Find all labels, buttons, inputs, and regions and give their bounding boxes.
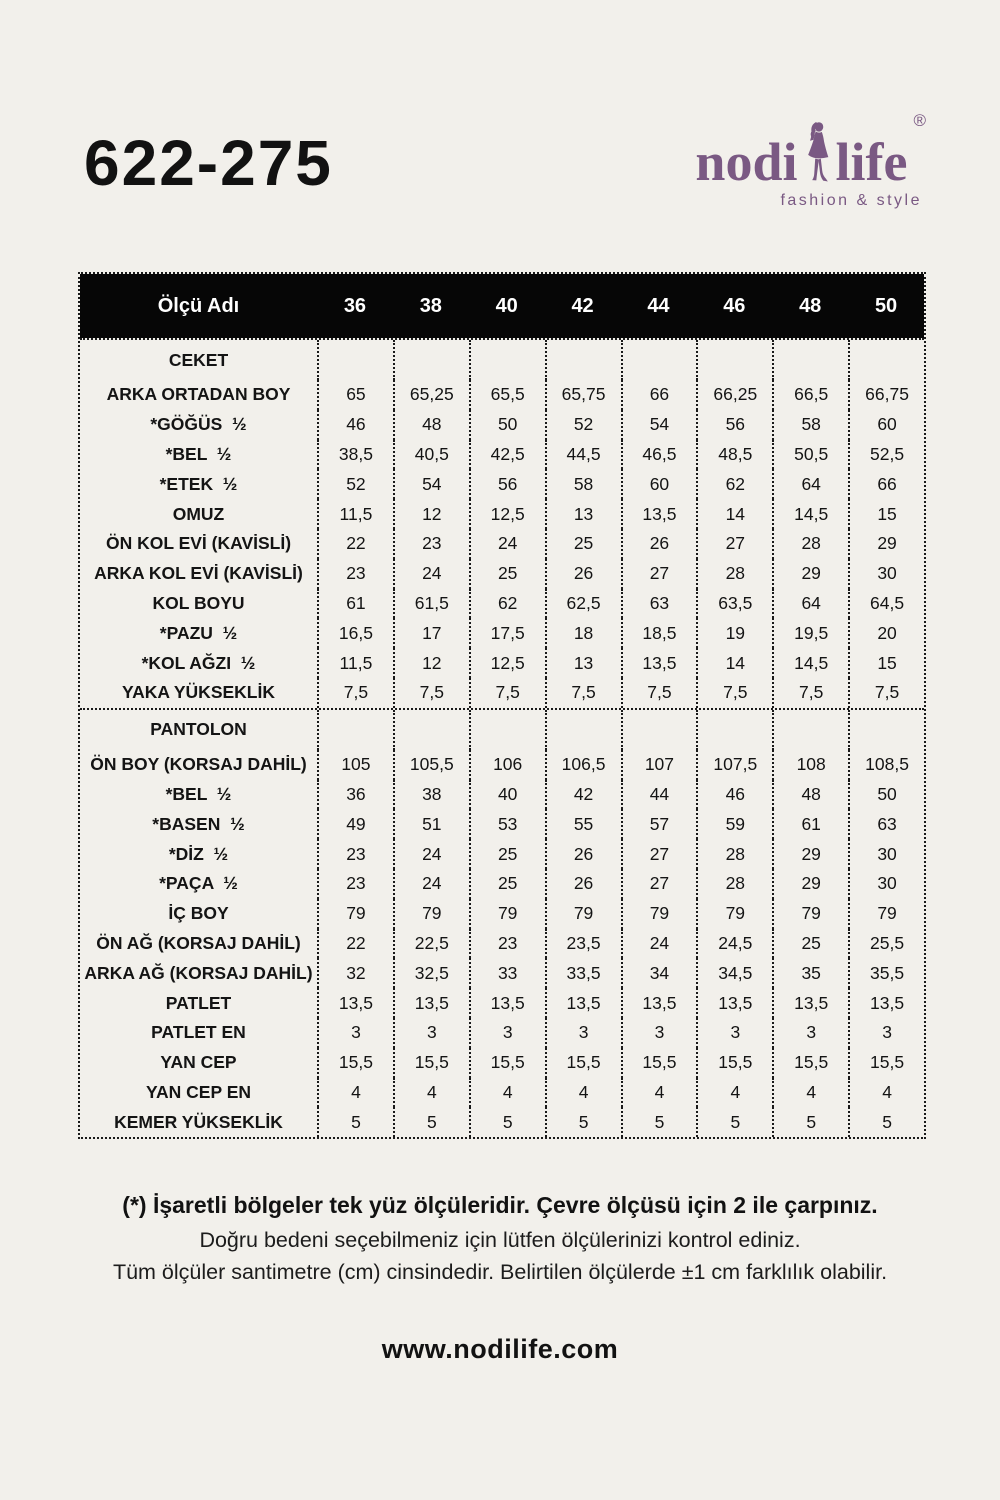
value-cell: 15,5: [393, 1048, 469, 1078]
value-cell: 14: [696, 648, 772, 678]
value-cell: 27: [621, 559, 697, 589]
value-cell: 17,5: [469, 618, 545, 648]
value-cell: 65: [317, 380, 393, 410]
size-table: [78, 272, 926, 1139]
value-cell: 15,5: [772, 1048, 848, 1078]
value-cell: 106: [469, 750, 545, 780]
value-cell: 15,5: [545, 1048, 621, 1078]
value-cell: 60: [621, 469, 697, 499]
value-cell: 18,5: [621, 618, 697, 648]
table-row: [80, 1018, 924, 1048]
header-sizes: [317, 295, 924, 318]
value-cell: [545, 340, 621, 380]
value-cell: 3: [696, 1018, 772, 1048]
value-cell: 32,5: [393, 958, 469, 988]
value-cell: 66,75: [848, 380, 924, 410]
value-cell: 15,5: [696, 1048, 772, 1078]
value-cell: 40: [469, 780, 545, 810]
value-cell: 65,75: [545, 380, 621, 410]
value-cell: 46: [317, 410, 393, 440]
value-cell: 4: [696, 1078, 772, 1108]
value-cell: 64: [772, 469, 848, 499]
value-cell: 13,5: [393, 988, 469, 1018]
value-cell: 50: [848, 780, 924, 810]
value-cell: 22: [317, 929, 393, 959]
value-cell: 5: [393, 1107, 469, 1137]
row-label: KEMER YÜKSEKLİK: [114, 1111, 283, 1132]
value-cell: 27: [621, 869, 697, 899]
value-cell: 7,5: [393, 678, 469, 708]
note-asterisk-explanation: (*) İşaretli bölgeler tek yüz ölçüleridir. Çevre ölçüsü için 2 ile çarpınız.: [122, 1192, 878, 1218]
value-cell: 52: [317, 469, 393, 499]
table-row: [80, 469, 924, 499]
value-cell: 5: [848, 1107, 924, 1137]
value-cell: 13,5: [621, 988, 697, 1018]
row-label: KOL BOYU: [152, 592, 245, 613]
value-cell: 13: [545, 648, 621, 678]
value-cell: 79: [545, 899, 621, 929]
row-label: *GÖĞÜS ½: [150, 414, 247, 435]
value-cell: 29: [772, 839, 848, 869]
value-cell: 13,5: [621, 499, 697, 529]
value-cell: 56: [696, 410, 772, 440]
row-label: ÖN KOL EVİ (KAVİSLİ): [105, 533, 292, 554]
value-cell: 7,5: [621, 678, 697, 708]
value-cell: 65,25: [393, 380, 469, 410]
value-cell: 5: [317, 1107, 393, 1137]
value-cell: [621, 340, 697, 380]
value-cell: 5: [469, 1107, 545, 1137]
value-cell: 108,5: [848, 750, 924, 780]
value-cell: 46: [696, 780, 772, 810]
logo-word-nodi: nodi: [695, 132, 798, 193]
value-cell: 7,5: [772, 678, 848, 708]
value-cell: 3: [469, 1018, 545, 1048]
table-row: [80, 750, 924, 780]
value-cell: 64,5: [848, 589, 924, 619]
row-label: İÇ BOY: [168, 903, 229, 924]
value-cell: 15,5: [469, 1048, 545, 1078]
value-cell: 23: [317, 839, 393, 869]
value-cell: 7,5: [469, 678, 545, 708]
value-cell: 23: [317, 559, 393, 589]
value-cell: 40,5: [393, 440, 469, 470]
row-label: *BEL ½: [165, 443, 232, 464]
value-cell: 4: [848, 1078, 924, 1108]
value-cell: 7,5: [545, 678, 621, 708]
value-cell: 12: [393, 648, 469, 678]
value-cell: 56: [469, 469, 545, 499]
value-cell: 57: [621, 809, 697, 839]
value-cell: 25: [772, 929, 848, 959]
size-table-header-row: [80, 274, 924, 338]
table-row: [80, 780, 924, 810]
row-label: OMUZ: [172, 503, 225, 524]
value-cell: 54: [393, 469, 469, 499]
value-cell: 5: [621, 1107, 697, 1137]
value-cell: 4: [772, 1078, 848, 1108]
value-cell: 3: [317, 1018, 393, 1048]
value-cell: 3: [621, 1018, 697, 1048]
value-cell: 4: [393, 1078, 469, 1108]
value-cell: 29: [772, 559, 848, 589]
value-cell: [469, 710, 545, 750]
value-cell: 33: [469, 958, 545, 988]
row-label: *PAÇA ½: [159, 873, 238, 894]
value-cell: 25: [469, 839, 545, 869]
row-label: *KOL AĞZI ½: [141, 652, 256, 673]
table-row: [80, 499, 924, 529]
value-cell: [696, 710, 772, 750]
row-label: ARKA KOL EVİ (KAVİSLİ): [94, 563, 303, 584]
header-size-cell: 42: [571, 294, 594, 317]
header-size-cell: 46: [723, 294, 746, 317]
value-cell: 26: [621, 529, 697, 559]
value-cell: [621, 710, 697, 750]
value-cell: 26: [545, 839, 621, 869]
value-cell: 12,5: [469, 499, 545, 529]
value-cell: 4: [621, 1078, 697, 1108]
table-row: [80, 1078, 924, 1108]
value-cell: 25: [545, 529, 621, 559]
logo-word-life: life: [835, 132, 908, 193]
table-row: [80, 648, 924, 678]
value-cell: 66: [621, 380, 697, 410]
value-cell: 29: [848, 529, 924, 559]
value-cell: 58: [545, 469, 621, 499]
value-cell: 15: [848, 648, 924, 678]
value-cell: 30: [848, 559, 924, 589]
value-cell: 28: [696, 869, 772, 899]
value-cell: 60: [848, 410, 924, 440]
table-row: [80, 988, 924, 1018]
value-cell: 36: [317, 780, 393, 810]
table-row: [80, 958, 924, 988]
value-cell: 79: [317, 899, 393, 929]
value-cell: 24: [393, 559, 469, 589]
value-cell: 54: [621, 410, 697, 440]
value-cell: 14,5: [772, 648, 848, 678]
value-cell: [772, 710, 848, 750]
value-cell: 35: [772, 958, 848, 988]
row-label: ARKA ORTADAN BOY: [106, 384, 291, 405]
value-cell: 34,5: [696, 958, 772, 988]
value-cell: 66,25: [696, 380, 772, 410]
value-cell: 5: [772, 1107, 848, 1137]
value-cell: 63,5: [696, 589, 772, 619]
value-cell: 17: [393, 618, 469, 648]
table-row: [80, 839, 924, 869]
value-cell: 62,5: [545, 589, 621, 619]
value-cell: 13,5: [772, 988, 848, 1018]
value-cell: 49: [317, 809, 393, 839]
value-cell: 14,5: [772, 499, 848, 529]
value-cell: 62: [696, 469, 772, 499]
brand-logo-wordmark: [695, 111, 926, 193]
value-cell: 28: [696, 559, 772, 589]
row-label: ARKA AĞ (KORSAJ DAHİL): [84, 962, 313, 983]
registered-trademark-icon: ®: [913, 111, 926, 130]
value-cell: 3: [772, 1018, 848, 1048]
value-cell: 59: [696, 809, 772, 839]
value-cell: 25: [469, 869, 545, 899]
table-row: [80, 589, 924, 619]
table-row: [80, 410, 924, 440]
note-check-measurements: Doğru bedeni seçebilmeniz için lütfen ölçülerinizi kontrol ediniz.: [199, 1228, 801, 1252]
table-section: [80, 338, 924, 708]
value-cell: 32: [317, 958, 393, 988]
table-row: [80, 809, 924, 839]
value-cell: 24: [621, 929, 697, 959]
header-size-cell: 50: [874, 294, 898, 317]
value-cell: [317, 710, 393, 750]
value-cell: 52: [545, 410, 621, 440]
value-cell: 26: [545, 559, 621, 589]
value-cell: 14: [696, 499, 772, 529]
value-cell: 24: [393, 869, 469, 899]
value-cell: 12,5: [469, 648, 545, 678]
header-size-cell: 44: [647, 294, 670, 317]
value-cell: 79: [696, 899, 772, 929]
table-row: [80, 929, 924, 959]
value-cell: 28: [772, 529, 848, 559]
value-cell: [848, 340, 924, 380]
brand-logo: [695, 111, 926, 210]
value-cell: 24: [393, 839, 469, 869]
value-cell: 27: [696, 529, 772, 559]
header-measure-name-label: Ölçü Adı: [157, 294, 240, 317]
value-cell: 105: [317, 750, 393, 780]
value-cell: 13,5: [696, 988, 772, 1018]
value-cell: 16,5: [317, 618, 393, 648]
row-label: PATLET EN: [151, 1022, 246, 1043]
value-cell: 108: [772, 750, 848, 780]
value-cell: 28: [696, 839, 772, 869]
value-cell: 50,5: [772, 440, 848, 470]
value-cell: 61: [772, 809, 848, 839]
value-cell: 34: [621, 958, 697, 988]
table-row: [80, 618, 924, 648]
value-cell: 15,5: [621, 1048, 697, 1078]
value-cell: 4: [317, 1078, 393, 1108]
value-cell: 12: [393, 499, 469, 529]
table-row: [80, 869, 924, 899]
value-cell: 44: [621, 780, 697, 810]
value-cell: 38: [393, 780, 469, 810]
row-label: YAN CEP EN: [145, 1081, 252, 1102]
value-cell: 48: [772, 780, 848, 810]
value-cell: 79: [621, 899, 697, 929]
header-size-cell: 40: [495, 294, 518, 317]
value-cell: 62: [469, 589, 545, 619]
value-cell: 11,5: [317, 648, 393, 678]
value-cell: 63: [621, 589, 697, 619]
value-cell: 20: [848, 618, 924, 648]
row-label: ÖN BOY (KORSAJ DAHİL): [90, 754, 307, 775]
table-row: [80, 529, 924, 559]
value-cell: 79: [393, 899, 469, 929]
value-cell: 23: [317, 869, 393, 899]
value-cell: 64: [772, 589, 848, 619]
value-cell: [469, 340, 545, 380]
value-cell: 55: [545, 809, 621, 839]
value-cell: 106,5: [545, 750, 621, 780]
row-label: *BASEN ½: [152, 813, 245, 834]
row-label: *BEL ½: [165, 783, 232, 804]
row-label: *DİZ ½: [168, 843, 229, 864]
value-cell: 25: [469, 559, 545, 589]
section-title: PANTOLON: [150, 719, 247, 740]
value-cell: 61: [317, 589, 393, 619]
value-cell: 13: [545, 499, 621, 529]
value-cell: 13,5: [469, 988, 545, 1018]
value-cell: 22: [317, 529, 393, 559]
value-cell: 79: [848, 899, 924, 929]
row-label: YAN CEP: [160, 1052, 237, 1073]
value-cell: 5: [696, 1107, 772, 1137]
measurement-notes: [0, 1192, 1000, 1292]
value-cell: [772, 340, 848, 380]
value-cell: 66: [848, 469, 924, 499]
value-cell: 63: [848, 809, 924, 839]
table-row: [80, 899, 924, 929]
value-cell: 58: [772, 410, 848, 440]
value-cell: 105,5: [393, 750, 469, 780]
value-cell: 107,5: [696, 750, 772, 780]
value-cell: 7,5: [848, 678, 924, 708]
woman-silhouette-icon: [803, 116, 833, 188]
value-cell: 50: [469, 410, 545, 440]
value-cell: 18: [545, 618, 621, 648]
value-cell: 15,5: [848, 1048, 924, 1078]
value-cell: 4: [545, 1078, 621, 1108]
value-cell: 38,5: [317, 440, 393, 470]
value-cell: 19,5: [772, 618, 848, 648]
size-table-body: [80, 338, 924, 1137]
value-cell: 13,5: [545, 988, 621, 1018]
value-cell: 22,5: [393, 929, 469, 959]
value-cell: 7,5: [317, 678, 393, 708]
row-label: ÖN AĞ (KORSAJ DAHİL): [96, 932, 301, 953]
value-cell: 3: [393, 1018, 469, 1048]
value-cell: 52,5: [848, 440, 924, 470]
value-cell: 79: [772, 899, 848, 929]
website-url: www.nodilife.com: [381, 1334, 619, 1364]
table-row: [80, 380, 924, 410]
value-cell: 19: [696, 618, 772, 648]
header-size-cell: 38: [419, 294, 442, 317]
value-cell: [545, 710, 621, 750]
product-code: 622-275: [84, 127, 333, 199]
value-cell: 25,5: [848, 929, 924, 959]
value-cell: 24,5: [696, 929, 772, 959]
table-row: [80, 559, 924, 589]
value-cell: 11,5: [317, 499, 393, 529]
table-row: [80, 1048, 924, 1078]
value-cell: 30: [848, 839, 924, 869]
value-cell: 51: [393, 809, 469, 839]
row-label: PATLET: [165, 992, 232, 1013]
value-cell: 26: [545, 869, 621, 899]
value-cell: 15,5: [317, 1048, 393, 1078]
value-cell: 48: [393, 410, 469, 440]
table-row: [80, 1107, 924, 1137]
value-cell: 23,5: [545, 929, 621, 959]
table-row: [80, 678, 924, 708]
value-cell: 48,5: [696, 440, 772, 470]
header-size-cell: 36: [343, 294, 367, 317]
value-cell: 3: [545, 1018, 621, 1048]
note-cm-tolerance: Tüm ölçüler santimetre (cm) cinsindedir. Belirtilen ölçülerde ±1 cm farklılık olabilir.: [112, 1260, 888, 1284]
value-cell: 79: [469, 899, 545, 929]
value-cell: 13,5: [317, 988, 393, 1018]
row-label: *PAZU ½: [159, 622, 238, 643]
value-cell: 3: [848, 1018, 924, 1048]
value-cell: 42: [545, 780, 621, 810]
value-cell: 29: [772, 869, 848, 899]
section-title: CEKET: [168, 349, 229, 370]
value-cell: 24: [469, 529, 545, 559]
value-cell: 46,5: [621, 440, 697, 470]
value-cell: 23: [469, 929, 545, 959]
value-cell: 66,5: [772, 380, 848, 410]
value-cell: 13,5: [621, 648, 697, 678]
value-cell: 27: [621, 839, 697, 869]
value-cell: 30: [848, 869, 924, 899]
value-cell: 35,5: [848, 958, 924, 988]
logo-tagline: fashion & style: [780, 192, 922, 209]
value-cell: 65,5: [469, 380, 545, 410]
value-cell: 13,5: [848, 988, 924, 1018]
value-cell: 5: [545, 1107, 621, 1137]
value-cell: 15: [848, 499, 924, 529]
header-size-cell: 48: [799, 294, 822, 317]
section-title-row: [80, 710, 924, 750]
value-cell: [848, 710, 924, 750]
value-cell: [696, 340, 772, 380]
value-cell: 4: [469, 1078, 545, 1108]
table-section: [80, 708, 924, 1137]
value-cell: 44,5: [545, 440, 621, 470]
row-label: YAKA YÜKSEKLİK: [122, 682, 275, 703]
table-row: [80, 440, 924, 470]
value-cell: 61,5: [393, 589, 469, 619]
value-cell: [393, 340, 469, 380]
value-cell: [393, 710, 469, 750]
value-cell: 23: [393, 529, 469, 559]
section-title-row: [80, 340, 924, 380]
row-label: *ETEK ½: [159, 473, 238, 494]
value-cell: 53: [469, 809, 545, 839]
value-cell: 42,5: [469, 440, 545, 470]
value-cell: [317, 340, 393, 380]
value-cell: 33,5: [545, 958, 621, 988]
value-cell: 107: [621, 750, 697, 780]
value-cell: 7,5: [696, 678, 772, 708]
